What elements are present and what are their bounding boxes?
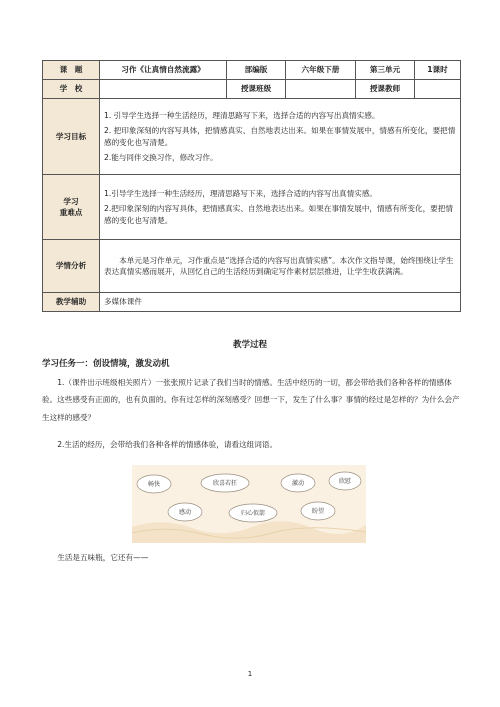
table-row-goals xyxy=(43,99,461,175)
table-row-school xyxy=(43,80,461,99)
process-paragraph-1: 1.（课件出示班级相关照片）一张张照片记录了我们当时的情感。生活中经历的一切，都会带给我们各种各样的情感体验。这些感受有正面的，也有负面的。你有过怎样的深刻感受？回想一下，发生了什么事？事情的经过是怎样的？为什么会产生这样的感受？ xyxy=(42,378,460,422)
key-point-item-2: 2.把印象深刻的内容写具体，把情感真实、自然地表达出来。如果在事情发展中，情感有所变化，要把情感的变化也写清楚。 xyxy=(104,204,453,225)
goal-item-1: 1. 引导学生选择一种生活经历，理清思路写下来，选择合适的内容写出真情实感。 xyxy=(104,110,380,120)
goal-item-2: 2. 把印象深刻的内容写具体，把情感真实、自然地表达出来。如果在事情发展中，情感有所变化，要把情感的变化也写清楚。 xyxy=(104,126,456,147)
course-title: 习作《让真情自然流露》 xyxy=(100,61,227,80)
emotion-word-panwang xyxy=(301,502,335,520)
process-paragraph-3: 生活是五味瓶，它还有—— xyxy=(57,553,149,562)
emotion-word-xinxiruokuang xyxy=(201,474,249,492)
emotion-word-jidong xyxy=(281,474,315,492)
class-hours: 1课时 xyxy=(415,61,461,80)
table-row-key-points xyxy=(43,175,461,240)
process-paragraph-2: 2.生活的经历，会带给我们各种各样的情感体验，请看这组词语。 xyxy=(57,440,278,449)
goals-label: 学习目标 xyxy=(43,99,100,175)
key-point-item-1: 1.引导学生选择一种生活经历，理清思路写下来，选择合适的内容写出真情实感。 xyxy=(104,188,378,198)
task1-title: 学习任务一：创设情境，激发动机 xyxy=(42,359,170,369)
emotion-text: 畅快 xyxy=(147,481,161,488)
student-analysis-text: 本单元是习作单元，习作重点是“选择合适的内容写出真情实感”。本次作文指导课，始终围绕让学生表达真情实感而展开，从回忆自己的生活经历到确定写作素材层层推进，让学生收获满满。 xyxy=(104,255,454,276)
teaching-aids-value: 多媒体课件 xyxy=(100,293,461,312)
school-label: 学 校 xyxy=(43,80,100,99)
key-points-label xyxy=(43,175,100,240)
emotion-text: 欣喜若狂 xyxy=(212,480,238,487)
course-label: 课 题 xyxy=(43,61,100,80)
emotion-text: 盼望 xyxy=(311,508,325,515)
emotion-text: 感动 xyxy=(178,509,192,516)
school-value xyxy=(100,80,227,99)
emotion-text: 归心似箭 xyxy=(240,510,266,517)
emotion-word-xinwei xyxy=(329,472,361,490)
goals-content xyxy=(100,99,461,175)
student-analysis-content xyxy=(100,240,461,293)
teacher-value xyxy=(415,80,461,99)
emotion-text: 激动 xyxy=(291,480,305,487)
table-row-teaching-aids xyxy=(43,293,461,312)
class-label: 授课班级 xyxy=(227,80,286,99)
table-row-header xyxy=(43,61,461,80)
key-points-label-line1: 学习 xyxy=(63,196,79,206)
emotion-word-guixinsijian xyxy=(229,504,277,522)
emotion-word-changkuai xyxy=(137,475,171,493)
goal-item-3: 2.能与同伴交换习作，修改习作。 xyxy=(104,152,218,162)
emotion-text: 欣慰 xyxy=(338,478,352,485)
student-analysis-label: 学情分析 xyxy=(43,240,100,293)
unit: 第三单元 xyxy=(356,61,415,80)
page-number: 1 xyxy=(247,670,253,678)
teaching-aids-label: 教学辅助 xyxy=(43,293,100,312)
process-title: 教学过程 xyxy=(232,340,267,350)
edition: 部编版 xyxy=(227,61,286,80)
lesson-info-table xyxy=(42,60,461,312)
teacher-label: 授课教师 xyxy=(356,80,415,99)
table-row-student-analysis xyxy=(43,240,461,293)
key-points-content xyxy=(100,175,461,240)
grade: 六年级下册 xyxy=(286,61,356,80)
class-value xyxy=(286,80,356,99)
key-points-label-line2: 重难点 xyxy=(59,208,83,217)
emotion-word-gandong xyxy=(168,503,202,521)
emotion-words-image xyxy=(132,465,366,543)
